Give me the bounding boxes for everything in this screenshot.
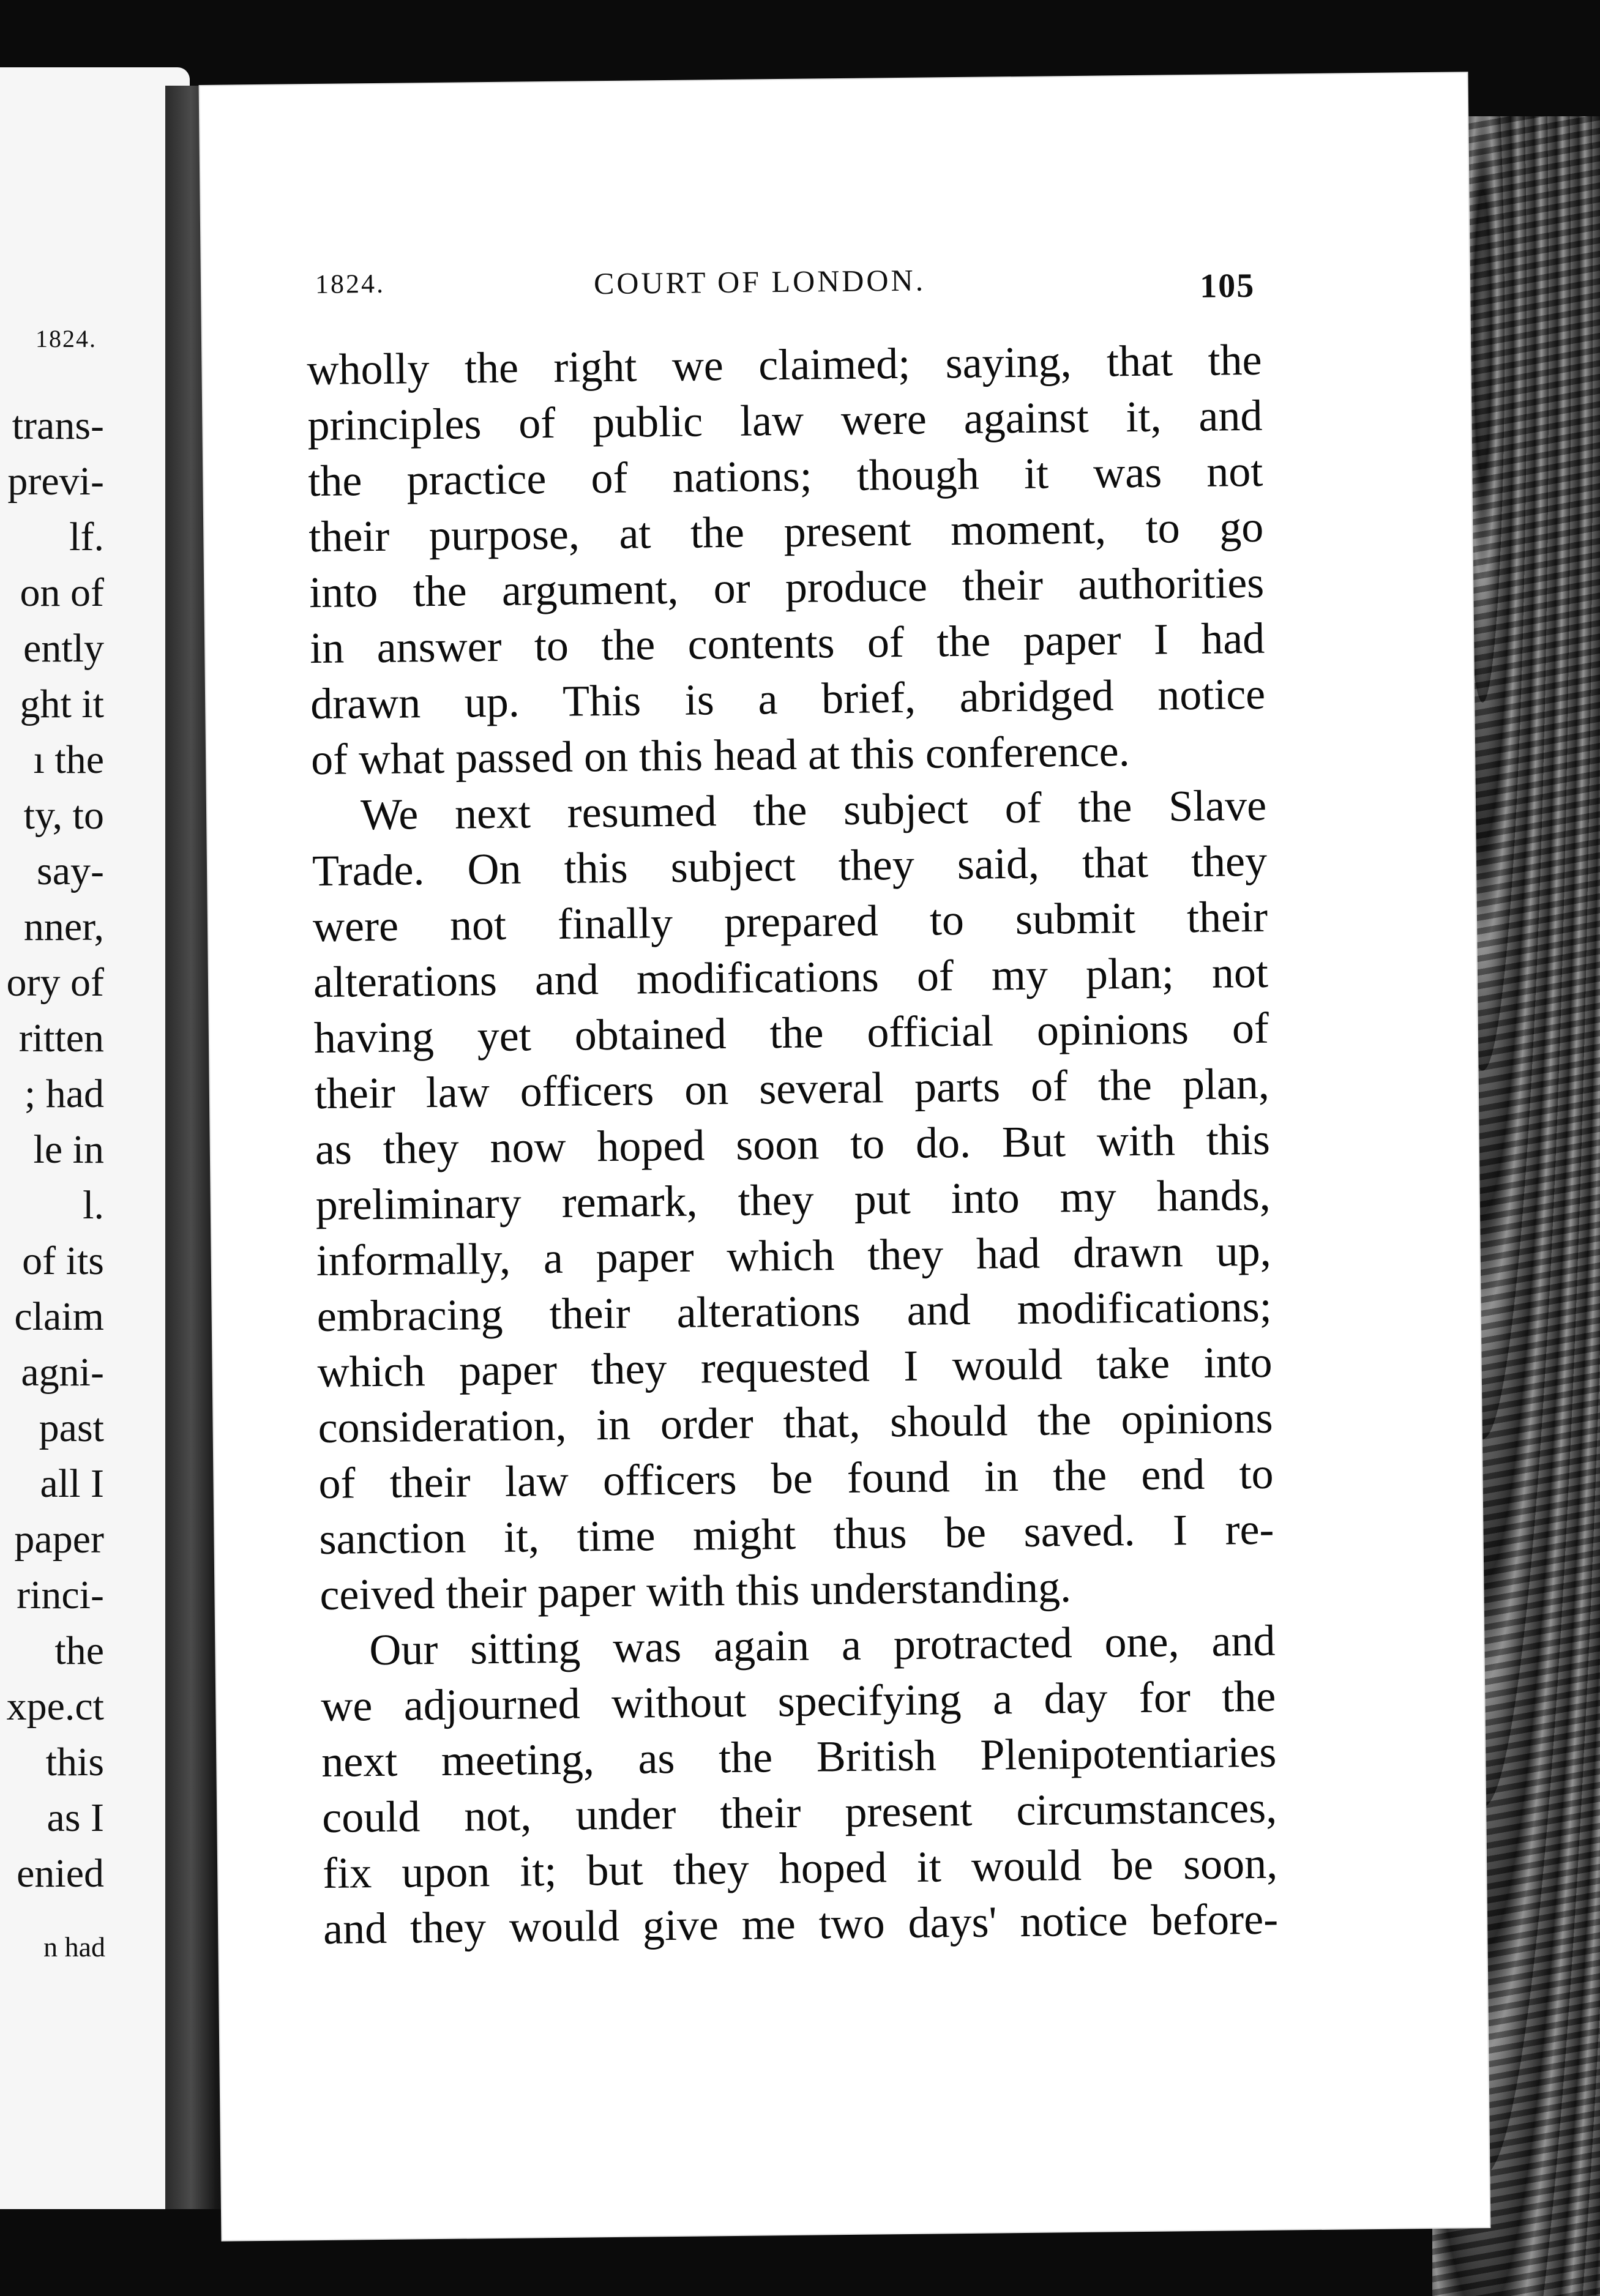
text-line: could not, under their present circumstances, xyxy=(321,1783,1277,1842)
left-text-line: this xyxy=(45,1740,104,1784)
text-line: Our sitting was again a protracted one, and xyxy=(368,1616,1276,1675)
page-number: 105 xyxy=(1199,266,1255,305)
left-page-footnote: n had xyxy=(43,1931,105,1962)
left-text-line: as I xyxy=(47,1795,104,1840)
text-line: as they now hoped soon to do. But with this xyxy=(315,1114,1271,1174)
running-head-title: COURT OF LONDON. xyxy=(593,263,926,301)
main-page xyxy=(200,73,1490,2240)
text-line: informally, a paper which they had drawn up, xyxy=(316,1226,1272,1286)
text-line: their purpose, at the present moment, to go xyxy=(308,502,1264,562)
left-text-line: le in xyxy=(33,1127,104,1172)
left-text-line: lf. xyxy=(69,515,104,559)
text-line: were not finally prepared to submit their xyxy=(312,892,1268,952)
left-text-line: xpe.ct xyxy=(6,1684,104,1729)
text-line: We next resumed the subject of the Slave xyxy=(360,780,1267,840)
text-line: we adjourned without specifying a day for the xyxy=(320,1671,1276,1731)
left-text-line: claim xyxy=(14,1294,104,1339)
running-head-year: 1824. xyxy=(315,268,386,299)
left-text-line: ty, to xyxy=(23,793,104,838)
text-line: into the argument, or produce their authorities xyxy=(308,557,1265,617)
left-text-line: previ- xyxy=(7,459,104,504)
text-line: having yet obtained the official opinions of xyxy=(313,1003,1269,1063)
text-line: Trade. On this subject they said, that they xyxy=(312,836,1268,896)
left-text-line: ı the xyxy=(33,737,104,782)
text-line: ceived their paper with this understanding. xyxy=(320,1562,1072,1620)
text-line: fix upon it; but they hoped it would be soon, xyxy=(322,1838,1278,1898)
text-line: their law officers on several parts of the plan, xyxy=(314,1059,1270,1119)
left-text-line: of its xyxy=(22,1239,104,1283)
running-head xyxy=(202,256,1470,319)
text-line: drawn up. This is a brief, abridged notice xyxy=(310,669,1266,729)
left-text-line: paper xyxy=(14,1517,104,1562)
left-text-line: enied xyxy=(17,1851,104,1896)
left-text-line: nner, xyxy=(23,904,104,949)
text-line: alterations and modifications of my plan; not xyxy=(313,947,1269,1007)
left-text-line: agni- xyxy=(21,1350,104,1395)
text-line: principles of public law were against it, and xyxy=(307,390,1263,450)
text-line: of what passed on this head at this conference. xyxy=(310,726,1131,785)
text-line: which paper they requested I would take into xyxy=(317,1337,1273,1397)
left-text-line: ritten xyxy=(18,1016,104,1060)
text-line: preliminary remark, they put into my hands, xyxy=(315,1170,1271,1230)
left-text-line: rinci- xyxy=(17,1573,104,1617)
left-text-line: trans- xyxy=(12,403,104,448)
text-line: sanction it, time might thus be saved. I re- xyxy=(319,1504,1274,1564)
text-line: the practice of nations; though it was not xyxy=(307,446,1263,506)
left-text-line: ght it xyxy=(20,682,104,726)
left-text-line: ory of xyxy=(6,960,104,1005)
text-line: and they would give me two days' notice before- xyxy=(323,1894,1279,1953)
left-text-line: ently xyxy=(23,626,104,671)
text-line: in answer to the contents of the paper I had xyxy=(309,613,1265,673)
left-text-line: the xyxy=(54,1628,104,1673)
left-text-line: past xyxy=(39,1406,104,1450)
text-line: embracing their alterations and modifications; xyxy=(316,1281,1273,1341)
text-line: of their law officers be found in the end to xyxy=(318,1448,1274,1508)
text-line: next meeting, as the British Plenipotentiaries xyxy=(321,1727,1277,1787)
text-line: wholly the right we claimed; saying, that the xyxy=(307,335,1262,395)
body-text xyxy=(307,332,1279,1957)
text-line: consideration, in order that, should the opinions xyxy=(318,1393,1273,1453)
left-text-line: all I xyxy=(40,1461,104,1506)
left-page-text xyxy=(0,398,104,1901)
left-text-line: on of xyxy=(20,570,104,615)
left-text-line: l. xyxy=(83,1183,104,1228)
left-text-line: say- xyxy=(37,849,104,893)
left-page-year: 1824. xyxy=(36,325,97,352)
left-facing-page xyxy=(0,67,190,2209)
left-text-line: ; had xyxy=(24,1072,104,1116)
